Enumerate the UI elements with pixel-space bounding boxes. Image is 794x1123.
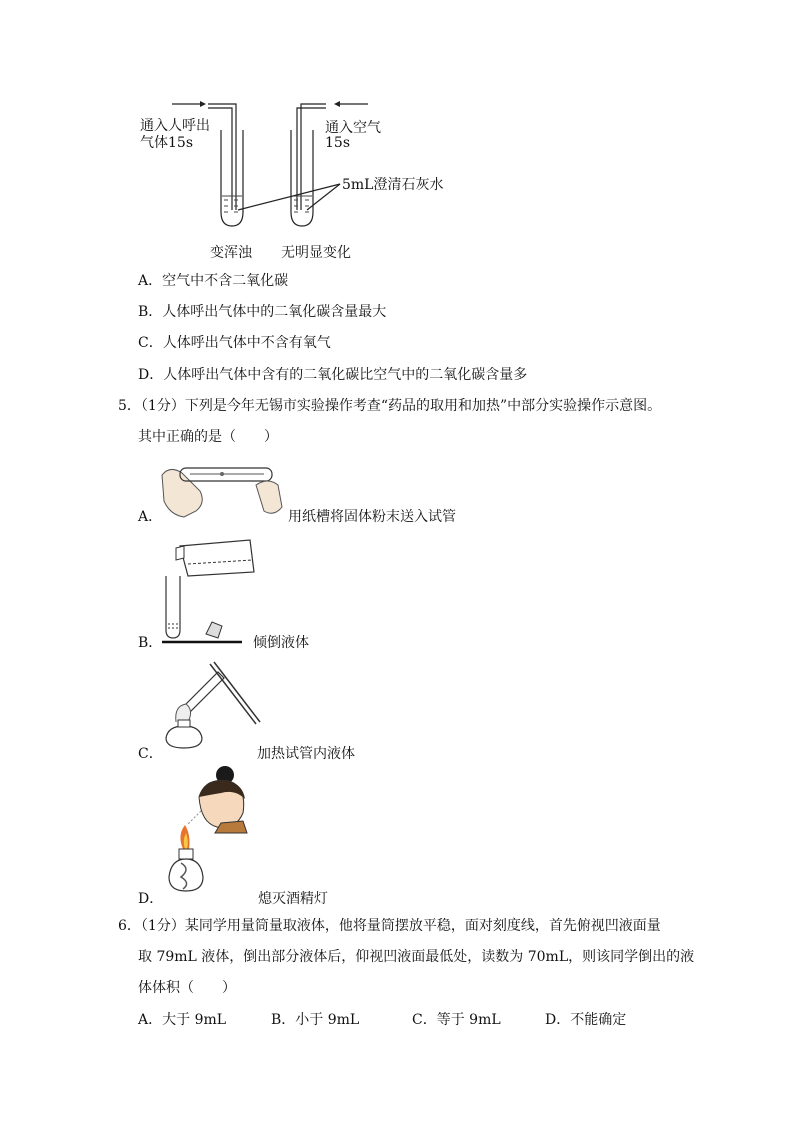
q6-option-d[interactable]: D．不能确定 <box>545 1012 627 1028</box>
left-result-label: 变浑浊 <box>210 245 252 261</box>
right-result-label: 无明显变化 <box>281 245 351 261</box>
q5-option-b[interactable]: B． <box>138 635 163 651</box>
q6-option-b[interactable]: B．小于 9mL <box>271 1012 360 1028</box>
q6-stem-line-1: 6．（1分）某同学用量筒量取液体，他将量筒摆放平稳，面对刻度线，首先俯视凹液面量 <box>118 918 661 934</box>
test-tubes-diagram <box>0 0 794 300</box>
q6-option-a[interactable]: A．大于 9mL <box>138 1012 227 1028</box>
heating-liquid-image <box>162 660 262 760</box>
q5-option-a[interactable]: A． <box>138 509 163 525</box>
q4-option-a[interactable]: A．空气中不含二氧化碳 <box>138 273 289 289</box>
paper-trough-image <box>160 455 290 525</box>
q5-option-d[interactable]: D． <box>138 891 164 907</box>
right-gas-label-1: 通入空气 <box>325 120 381 136</box>
q5-option-b-text: 倾倒液体 <box>253 635 309 651</box>
limewater-label: 5mL澄清石灰水 <box>342 177 444 193</box>
q5-stem-line-1: 5．（1分）下列是今年无锡市实验操作考查“药品的取用和加热”中部分实验操作示意图。 <box>118 398 662 414</box>
left-gas-label-2: 气体15s <box>140 135 193 151</box>
q5-option-a-text: 用纸槽将固体粉末送入试管 <box>288 509 456 525</box>
q4-option-d[interactable]: D．人体呼出气体中含有的二氧化碳比空气中的二氧化碳含量多 <box>138 367 528 383</box>
left-gas-label-1: 通入人呼出 <box>140 118 210 134</box>
q6-stem-line-3: 体体积（ ） <box>138 980 236 996</box>
q5-option-c-text: 加热试管内液体 <box>257 746 355 762</box>
right-gas-label-2: 15s <box>325 135 350 151</box>
q5-option-c[interactable]: C． <box>138 746 163 762</box>
blow-out-lamp-image <box>165 765 265 905</box>
q6-stem-line-2: 取 79mL 液体，倒出部分液体后，仰视凹液面最低处，读数为 70mL，则该同学倒出的液 <box>138 949 695 965</box>
q6-option-c[interactable]: C．等于 9mL <box>412 1012 501 1028</box>
pouring-liquid-image <box>162 538 262 648</box>
q4-option-b[interactable]: B．人体呼出气体中的二氧化碳含量最大 <box>138 304 387 320</box>
q5-option-d-text: 熄灭酒精灯 <box>258 891 328 907</box>
q4-option-c[interactable]: C．人体呼出气体中不含有氧气 <box>138 335 331 351</box>
q5-stem-line-2: 其中正确的是（ ） <box>138 429 278 445</box>
